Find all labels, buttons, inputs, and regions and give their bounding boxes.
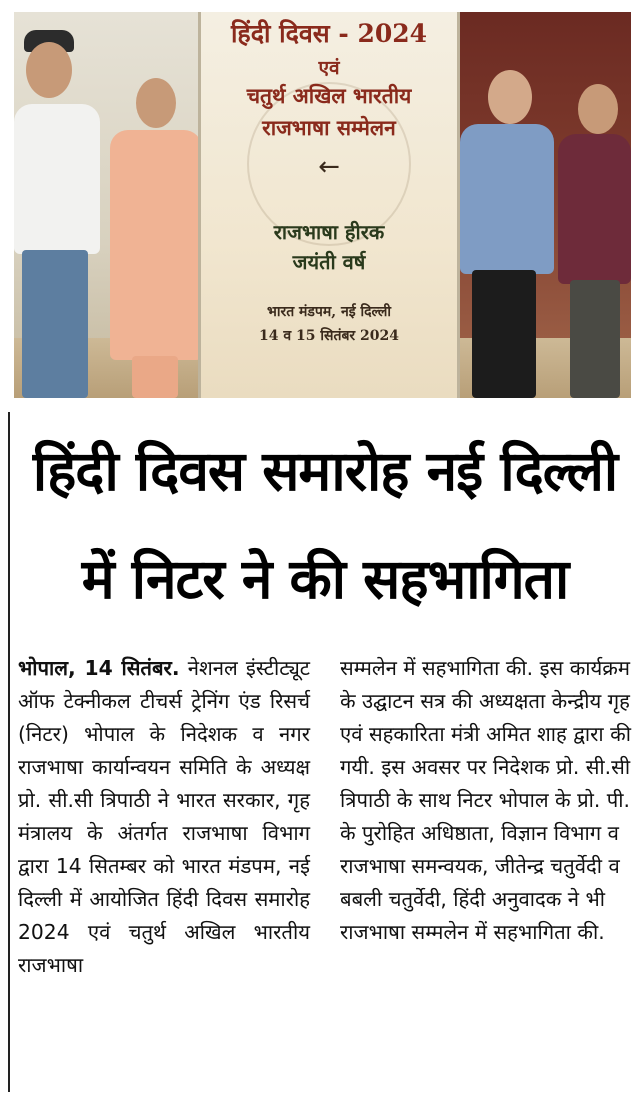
event-standee	[198, 12, 460, 398]
headline-line-2: में निटर ने की सहभागिता	[81, 547, 569, 611]
standee-evam: एवं	[318, 57, 340, 79]
dateline: भोपाल, 14 सितंबर.	[18, 656, 180, 680]
article-column-left	[18, 652, 310, 982]
article-column-right	[340, 652, 632, 949]
person-4	[554, 12, 631, 398]
standee-venue: भारत मंडपम, नई दिल्ली	[267, 304, 391, 320]
news-photo	[14, 12, 631, 398]
standee-conference-line1: चतुर्थ अखिल भारतीय	[246, 83, 412, 108]
standee-title: हिंदी दिवस - 2024	[230, 19, 428, 48]
person-2	[102, 12, 202, 398]
person-3	[454, 12, 554, 398]
arrow-left-icon: ←	[318, 152, 340, 182]
standee-dates: 14 व 15 सितंबर 2024	[259, 328, 399, 344]
article-body-right: सम्मलेन में सहभागिता की. इस कार्यक्रम के उद्घाटन सत्र की अध्यक्षता केन्द्रीय गृह एवं सहकारिता मंत्री अमित शाह द्वारा की गयी. इस अवसर पर निदेशक प्रो. सी.सी त्रिपाठी के साथ निटर भोपाल के प्रो. पी. के पुरोहित अधिष्ठाता, विज्ञान विभाग व राजभाषा समन्वयक, जीतेन्द्र चतुर्वेदी व बबली चतुर्वेदी, हिंदी अनुवादक ने भी राजभाषा सम्मलेन में सहभागिता की.	[340, 656, 631, 944]
person-1	[14, 12, 104, 398]
standee-jubilee-line2: जयंती वर्ष	[292, 250, 366, 274]
article-body-left: नेशनल इंस्टीट्यूट ऑफ टेक्नीकल टीचर्स ट्रेनिंग एंड रिसर्च (निटर) भोपाल के निदेशक व नगर राजभाषा कार्यान्वयन समिति के अध्यक्ष प्रो. सी.सी त्रिपाठी ने भारत सरकार, गृह मंत्रालय के अंतर्गत राजभाषा विभाग द्वारा 14 सितम्बर को भारत मंडपम, नई दिल्ली में आयोजित हिंदी दिवस समारोह 2024 एवं चतुर्थ अखिल भारतीय राजभाषा	[18, 656, 310, 977]
standee-conference-line2: राजभाषा सम्मेलन	[262, 115, 396, 140]
column-rule	[8, 412, 10, 1092]
standee-jubilee-line1: राजभाषा हीरक	[273, 220, 385, 244]
headline-line-1: हिंदी दिवस समारोह नई दिल्ली	[32, 439, 618, 503]
